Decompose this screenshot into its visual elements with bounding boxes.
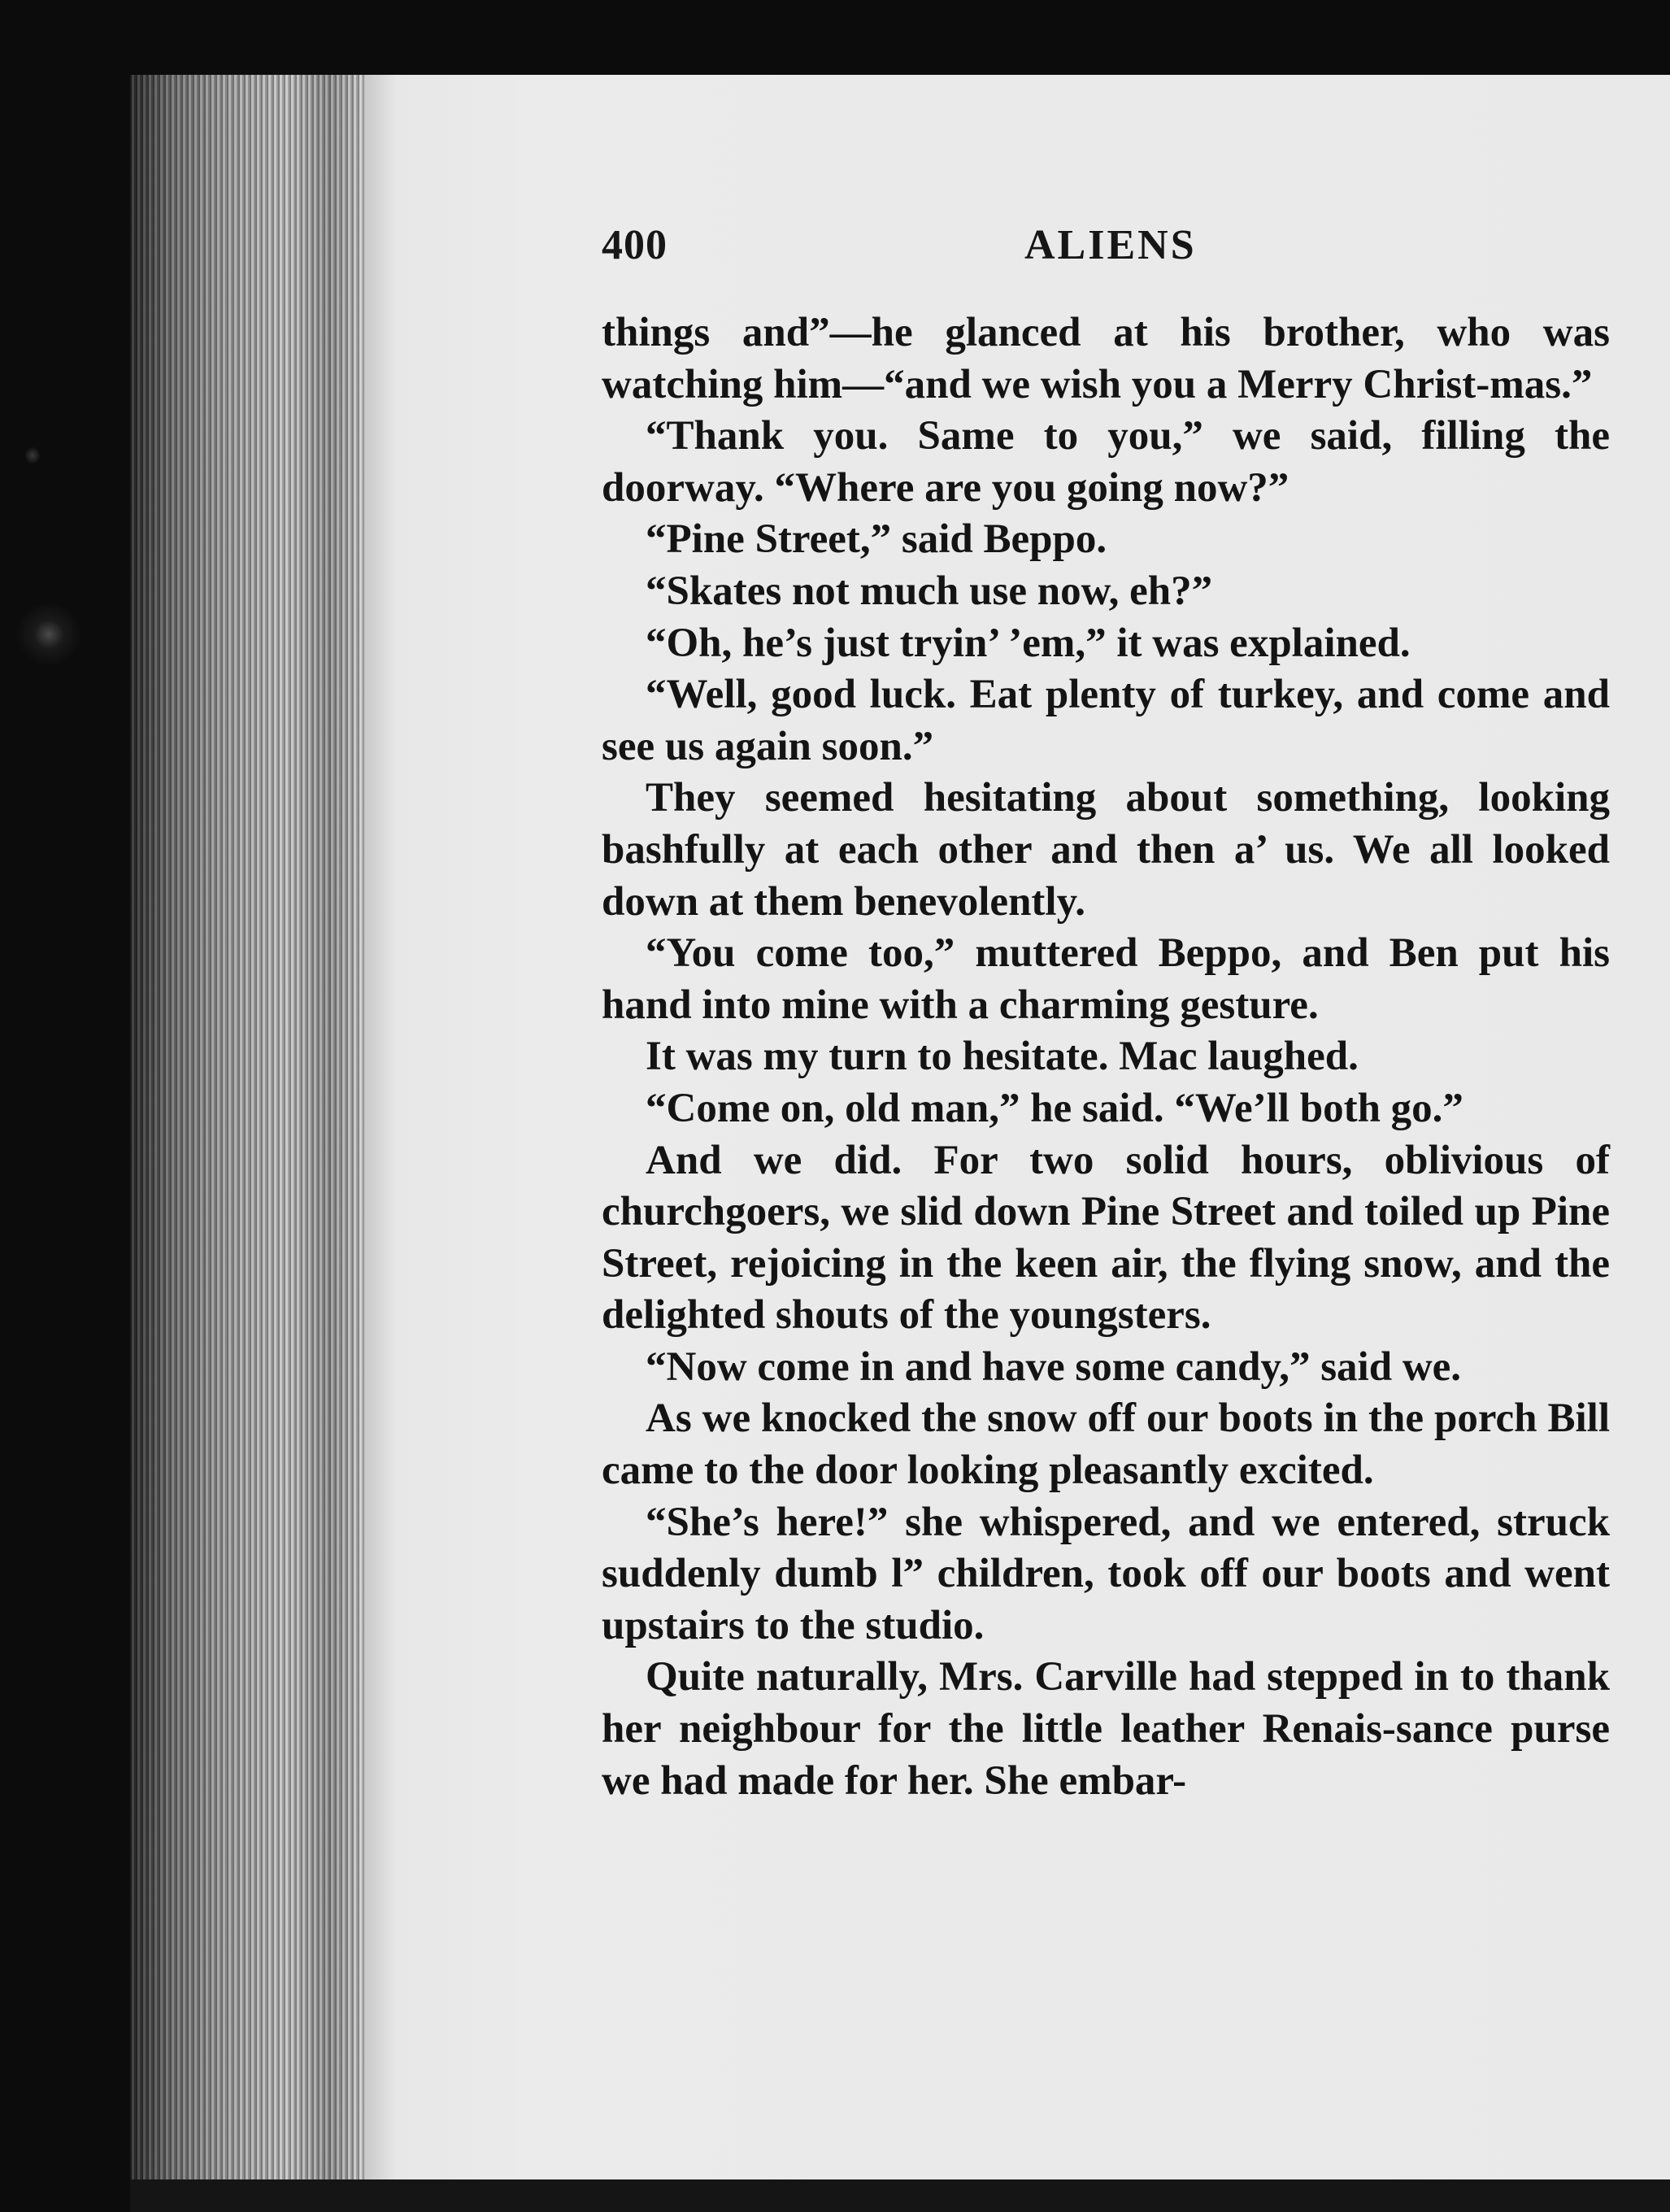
paragraph: “Come on, old man,” he said. “We’ll both go.” xyxy=(646,1085,1463,1131)
paragraph: “Well, good luck. Eat plenty of turkey, and come and see us again soon.” xyxy=(602,672,1610,769)
page-bottom-shadow xyxy=(130,2179,1670,2212)
body-text xyxy=(602,307,1610,1807)
page-edges xyxy=(130,75,374,2189)
paragraph: things and”—he glanced at his brother, who was watching him—“and we wish you a Merry Christ-mas.” xyxy=(602,310,1610,407)
paragraph: “Pine Street,” said Beppo. xyxy=(646,516,1107,563)
paragraph: “She’s here!” she whispered, and we entered, struck suddenly dumb l” children, took off our boots and went upstairs to the studio. xyxy=(602,1499,1610,1648)
paragraph: “Skates not much use now, eh?” xyxy=(646,568,1213,614)
page-number: 400 xyxy=(602,222,668,268)
paragraph: “Oh, he’s just tryin’ ’em,” it was explained. xyxy=(646,620,1411,666)
paragraph: As we knocked the snow off our boots in the porch Bill came to the door looking pleasantly excited. xyxy=(602,1396,1610,1494)
running-head xyxy=(602,221,1610,278)
paragraph: “Thank you. Same to you,” we said, filling the doorway. “Where are you going now?” xyxy=(602,413,1610,511)
paragraph: Quite naturally, Mrs. Carville had stepped in to thank her neighbour for the little leather Renais-sance purse we had made for her. She embar- xyxy=(602,1654,1610,1804)
paragraph: They seemed hesitating about something, looking bashfully at each other and then a’ us. We all looked down at them benevolently. xyxy=(602,775,1610,925)
paragraph: “You come too,” muttered Beppo, and Ben put his hand into mine with a charming gesture. xyxy=(602,930,1610,1028)
paragraph: It was my turn to hesitate. Mac laughed. xyxy=(646,1034,1359,1080)
paragraph: And we did. For two solid hours, oblivious of churchgoers, we slid down Pine Street and toiled up Pine Street, rejoicing in the keen air, the flying snow, and the delighted shouts of the youngsters. xyxy=(602,1137,1610,1339)
book-title: ALIENS xyxy=(1024,222,1197,268)
paragraph: “Now come in and have some candy,” said we. xyxy=(646,1343,1462,1390)
